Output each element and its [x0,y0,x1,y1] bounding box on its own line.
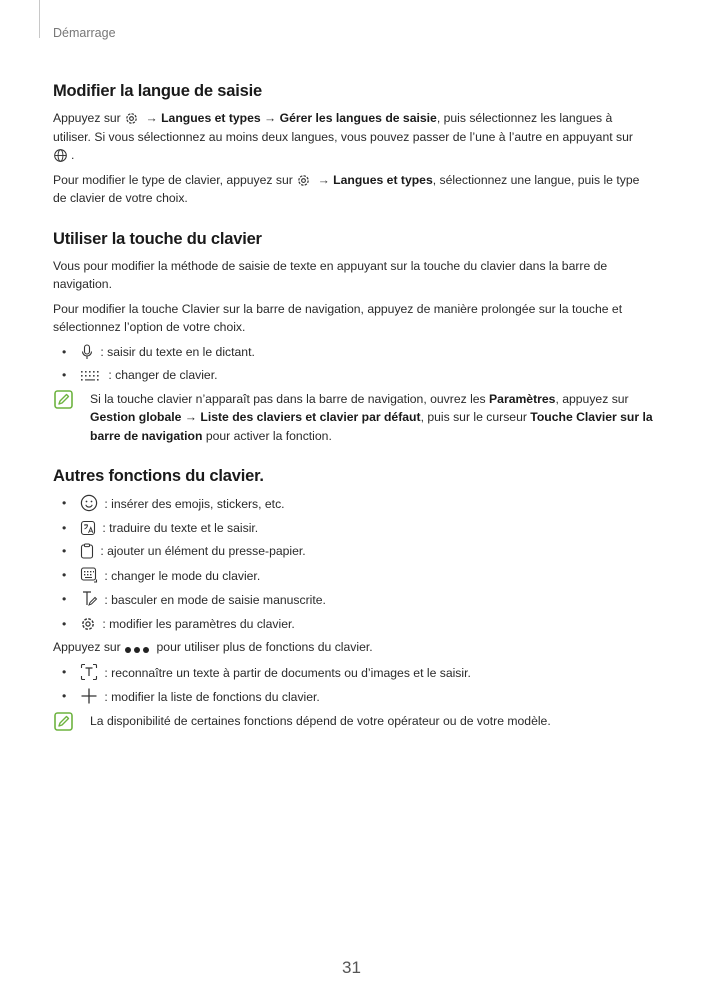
list-item: • : modifier les paramètres du clavier. [53,615,653,634]
other-functions-list [53,494,653,633]
header-rule [39,0,40,38]
section-title-input-language: Modifier la langue de saisie [53,82,262,100]
plus-icon [80,687,98,705]
paragraph-keyboard-key-2: Pour modifier la touche Clavier sur la barre de navigation, appuyez de manière prolongée sur la touche et sélectionnez l’option de votre choix. [53,301,623,334]
more-options-icon [124,645,150,655]
settings-icon [80,616,96,632]
settings-icon [296,173,311,188]
page-content [53,82,653,738]
translate-icon [80,520,96,536]
paragraph-more-options: Appuyez sur pour utiliser plus de fonctions du clavier. [53,640,373,654]
note-availability: La disponibilité de certaines fonctions dépend de votre opérateur ou de votre modèle. [53,712,653,731]
list-item: • : modifier la liste de fonctions du clavier. [53,687,653,707]
list-item: • : basculer en mode de saisie manuscrite. [53,590,653,610]
keyboard-mode-icon [80,566,98,584]
list-item: • : reconnaître un texte à partir de documents ou d’images et le saisir. [53,663,653,683]
settings-icon [124,111,139,126]
list-item: • : changer de clavier. [53,366,653,385]
handwriting-icon [80,590,98,608]
list-item: • : ajouter un élément du presse-papier. [53,542,653,561]
section-header: Démarrage [53,26,116,40]
clipboard-icon [80,543,94,559]
paragraph-keyboard-key-1: Vous pour modifier la méthode de saisie de texte en appuyant sur la touche du clavier dans la barre de navigation. [53,258,608,291]
keyboard-dots-icon [80,369,102,383]
section-title-other-functions: Autres fonctions du clavier. [53,467,264,485]
keyboard-key-list [53,343,653,385]
list-item: • : changer le mode du clavier. [53,566,653,586]
page-number: 31 [342,958,361,977]
paragraph-keyboard-type: Pour modifier le type de clavier, appuyez sur → Langues et types, sélectionnez une langue, puis le type de clavier de votre choix. [53,172,640,205]
section-title-keyboard-key: Utiliser la touche du clavier [53,229,262,248]
note-keyboard-key: Si la touche clavier n’apparaît pas dans la barre de navigation, ouvrez les Paramètres, appuyez sur Gestion globale → Liste des claviers et clavier par défaut, puis sur le curseur Touche Clavier sur la barre de navigation pour activer la fonction. [53,390,653,446]
more-functions-list [53,663,653,707]
list-item: • : traduire du texte et le saisir. [53,519,653,538]
list-item: • : saisir du texte en le dictant. [53,343,653,362]
emoji-icon [80,494,98,512]
paragraph-input-language: Appuyez sur → Langues et types → Gérer les langues de saisie, puis sélectionnez les langues à utiliser. Si vous sélectionnez au moins deux langues, vous pouvez passer de l’une à l’autre en appuyant sur . [53,111,633,162]
text-extract-icon [80,663,98,681]
note-pencil-icon [54,712,73,736]
note-pencil-icon [54,390,73,414]
list-item: • : insérer des emojis, stickers, etc. [53,494,653,514]
microphone-icon [80,344,94,360]
globe-icon [53,148,68,163]
